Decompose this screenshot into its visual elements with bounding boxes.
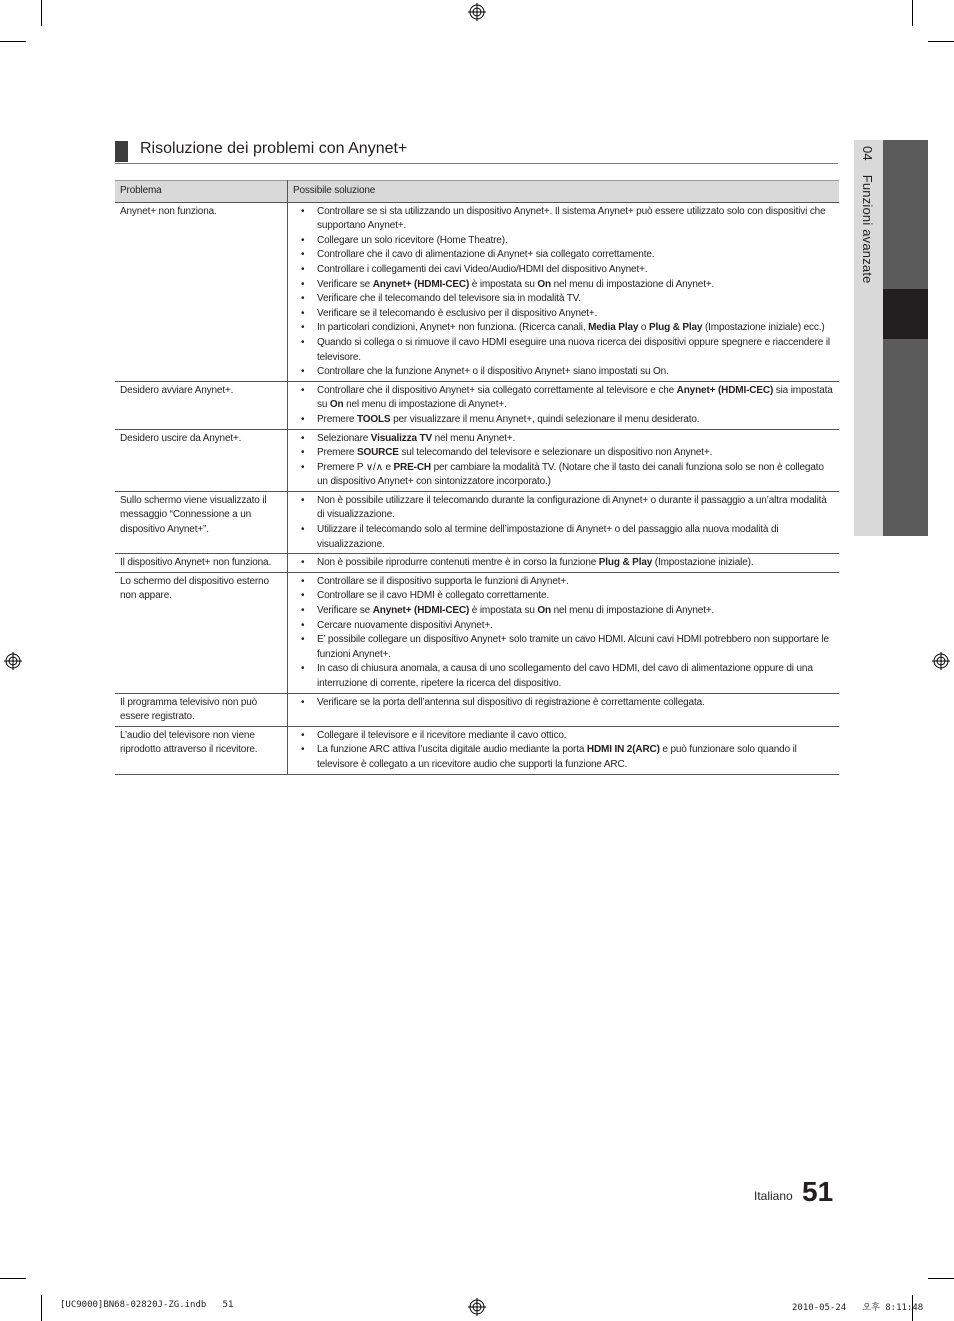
- bullet-icon: •: [301, 432, 305, 444]
- registration-mark-icon: [468, 1298, 486, 1316]
- problem-cell: Anynet+ non funziona.: [115, 202, 288, 381]
- bullet-icon: •: [301, 278, 305, 290]
- bullet-icon: •: [301, 590, 305, 602]
- emphasized-term: Media Play: [588, 322, 639, 334]
- emphasized-term: Anynet+ (HDMI-CEC): [676, 384, 774, 396]
- solution-cell: [288, 381, 840, 429]
- crop-mark: [0, 1278, 26, 1279]
- troubleshooting-table: [115, 180, 839, 775]
- bullet-icon: •: [301, 413, 305, 425]
- list-item: [293, 321, 834, 336]
- list-item: [293, 292, 834, 307]
- list-item: [293, 696, 834, 711]
- problem-cell: Lo schermo del dispositivo esterno non appare.: [115, 572, 288, 693]
- bullet-icon: •: [301, 293, 305, 305]
- crop-mark: [41, 0, 42, 26]
- bullet-icon: •: [301, 461, 305, 473]
- table-row: [115, 491, 839, 553]
- crop-mark: [41, 1295, 42, 1321]
- solution-list: [293, 432, 834, 490]
- table-row: [115, 202, 839, 381]
- bullet-icon: •: [301, 605, 305, 617]
- print-timestamp: 2010-05-24 오후 8:11:48: [792, 1303, 924, 1313]
- chapter-title: Funzioni avanzate: [860, 174, 875, 284]
- chapter-number: 04: [860, 146, 875, 161]
- crop-mark: [928, 41, 954, 42]
- text-run: In caso di chiusura anomala, a causa di uno scollegamento del cavo HDMI, del cavo di alimentazione oppure di una interruzione di corrente, ripetere la ricerca del dispositivo.: [317, 663, 813, 689]
- text-run: Controllare se il cavo HDMI è collegato correttamente.: [317, 590, 550, 602]
- crop-mark: [928, 1278, 954, 1279]
- table-row: [115, 693, 839, 726]
- section-heading: [115, 139, 838, 164]
- solution-list: [293, 729, 834, 773]
- text-run: Controllare che la funzione Anynet+ o il dispositivo Anynet+ siano impostati su On.: [317, 366, 669, 378]
- list-item: [293, 556, 834, 571]
- solution-list: [293, 575, 834, 692]
- table-row: [115, 572, 839, 693]
- solution-list: [293, 205, 834, 380]
- bullet-icon: •: [301, 336, 305, 348]
- solution-cell: [288, 202, 840, 381]
- list-item: [293, 575, 834, 590]
- crop-mark: [0, 41, 26, 42]
- text-run: E’ possibile collegare un dispositivo Anynet+ solo tramite un cavo HDMI. Alcuni cavi HDMI potrebbero non supportare le funzioni Anynet+.: [317, 634, 829, 660]
- list-item: [293, 494, 834, 523]
- list-item: [293, 619, 834, 634]
- bullet-icon: •: [301, 729, 305, 741]
- header-problem: Problema: [115, 181, 288, 203]
- emphasized-term: On: [537, 278, 551, 290]
- bullet-icon: •: [301, 663, 305, 675]
- table-row: [115, 381, 839, 429]
- header-solution: Possibile soluzione: [288, 181, 840, 203]
- registration-mark-icon: [932, 652, 950, 670]
- solution-cell: [288, 572, 840, 693]
- bullet-icon: •: [301, 263, 305, 275]
- page-language: Italiano: [754, 1189, 793, 1203]
- list-item: [293, 278, 834, 293]
- emphasized-term: PRE-CH: [393, 461, 431, 473]
- list-item: [293, 365, 834, 380]
- solution-list: [293, 384, 834, 428]
- text-run: Verificare se la porta dell’antenna sul dispositivo di registrazione è correttamente collegata.: [317, 696, 705, 708]
- text-run: Selezionare: [317, 432, 371, 444]
- list-item: [293, 604, 834, 619]
- table-row: [115, 429, 839, 491]
- bullet-icon: •: [301, 634, 305, 646]
- bullet-icon: •: [301, 322, 305, 334]
- text-run: Controllare i collegamenti dei cavi Video/Audio/HDMI del dispositivo Anynet+.: [317, 263, 648, 275]
- emphasized-term: Anynet+ (HDMI-CEC): [372, 278, 470, 290]
- solution-list: [293, 556, 834, 571]
- text-run: nel menu di impostazione di Anynet+.: [550, 605, 715, 617]
- text-run: In particolari condizioni, Anynet+ non funziona. (Ricerca canali,: [317, 322, 589, 334]
- table-row: [115, 726, 839, 774]
- solution-cell: [288, 429, 840, 491]
- bullet-icon: •: [301, 205, 305, 217]
- list-item: [293, 729, 834, 744]
- solution-cell: [288, 726, 840, 774]
- problem-cell: Desidero uscire da Anynet+.: [115, 429, 288, 491]
- bullet-icon: •: [301, 366, 305, 378]
- bullet-icon: •: [301, 307, 305, 319]
- text-run: o: [638, 322, 649, 334]
- solution-list: [293, 494, 834, 552]
- text-run: sia impostata su: [317, 384, 833, 411]
- bullet-icon: •: [301, 524, 305, 536]
- text-run: Controllare che il dispositivo Anynet+ sia collegato correttamente al televisore e che: [317, 384, 677, 396]
- text-run: e può funzionare solo quando il televisore è collegato a un ricevitore audio che supporti la funzione ARC.: [317, 744, 797, 770]
- text-run: Premere: [317, 447, 357, 459]
- emphasized-term: SOURCE: [356, 447, 399, 459]
- crop-mark: [912, 0, 913, 26]
- section-title: Risoluzione dei problemi con Anynet+: [140, 140, 408, 157]
- problem-cell: Sullo schermo viene visualizzato il messaggio “Connessione a un dispositivo Anynet+”.: [115, 491, 288, 553]
- table-body: [115, 202, 839, 774]
- list-item: [293, 461, 834, 490]
- list-item: [293, 589, 834, 604]
- problem-cell: L’audio del televisore non viene riprodotto attraverso il ricevitore.: [115, 726, 288, 774]
- text-run: Utilizzare il telecomando solo al termine dell’impostazione di Anynet+ o del passaggio alla nuova modalità di visualizzazione.: [317, 524, 779, 550]
- table-row: [115, 554, 839, 573]
- emphasized-term: HDMI IN 2(ARC): [586, 744, 660, 756]
- print-file-info: [UC9000]BN68-02820J-ZG.indb 51: [60, 1300, 234, 1310]
- registration-mark-icon: [4, 652, 22, 670]
- text-run: Controllare se il dispositivo supporta le funzioni di Anynet+.: [317, 575, 569, 587]
- registration-mark-icon: [468, 3, 486, 21]
- bullet-icon: •: [301, 447, 305, 459]
- problem-cell: Desidero avviare Anynet+.: [115, 381, 288, 429]
- list-item: [293, 523, 834, 552]
- text-run: (Impostazione iniziale).: [652, 557, 754, 569]
- text-run: per visualizzare il menu Anynet+, quindi selezionare il menu desiderato.: [390, 413, 700, 425]
- emphasized-term: Visualizza TV: [370, 432, 433, 444]
- bullet-icon: •: [301, 696, 305, 708]
- bullet-icon: •: [301, 744, 305, 756]
- text-run: è impostata su: [469, 278, 538, 290]
- text-run: Collegare il televisore e il ricevitore mediante il cavo ottico.: [317, 729, 567, 741]
- problem-cell: Il dispositivo Anynet+ non funziona.: [115, 554, 288, 573]
- list-item: [293, 413, 834, 428]
- list-item: [293, 633, 834, 662]
- emphasized-term: On: [537, 605, 551, 617]
- list-item: [293, 432, 834, 447]
- list-item: [293, 248, 834, 263]
- bullet-icon: •: [301, 249, 305, 261]
- table-header-row: [115, 181, 839, 203]
- list-item: [293, 336, 834, 365]
- list-item: [293, 307, 834, 322]
- list-item: [293, 263, 834, 278]
- text-run: per cambiare la modalità TV. (Notare che il tasto dei canali funziona solo se non è collegato un dispositivo Anynet+ con sintonizzatore incorporato.): [317, 461, 824, 488]
- text-run: Non è possibile utilizzare il telecomando durante la configurazione di Anynet+ o durante il passaggio a un’altra modalità di visualizzazione.: [317, 494, 827, 521]
- emphasized-term: Plug & Play: [648, 322, 703, 334]
- bullet-icon: •: [301, 494, 305, 506]
- list-item: [293, 384, 834, 413]
- emphasized-term: Plug & Play: [598, 557, 653, 569]
- chapter-tab-block: [883, 339, 928, 536]
- list-item: [293, 743, 834, 772]
- bullet-icon: •: [301, 619, 305, 631]
- list-item: [293, 446, 834, 461]
- bullet-icon: •: [301, 575, 305, 587]
- bullet-icon: •: [301, 384, 305, 396]
- text-run: Quando si collega o si rimuove il cavo HDMI eseguire una nuova ricerca dei dispositivi oppure spegnere e riaccendere il televisore.: [317, 336, 830, 363]
- text-run: nel menu Anynet+.: [432, 432, 516, 444]
- text-run: Premere: [317, 413, 357, 425]
- solution-cell: [288, 693, 840, 726]
- emphasized-term: Anynet+ (HDMI-CEC): [372, 605, 470, 617]
- text-run: La funzione ARC attiva l’uscita digitale audio mediante la porta: [317, 744, 587, 756]
- chapter-tab-block: [883, 140, 928, 289]
- text-run: Premere P ∨/∧ e: [317, 461, 394, 473]
- text-run: Collegare un solo ricevitore (Home Theatre).: [317, 234, 508, 246]
- list-item: [293, 234, 834, 249]
- text-run: Verificare che il telecomando del televisore sia in modalità TV.: [317, 293, 581, 305]
- solution-cell: [288, 554, 840, 573]
- text-run: Non è possibile riprodurre contenuti mentre è in corso la funzione: [317, 557, 599, 569]
- text-run: (Impostazione iniziale) ecc.): [702, 322, 825, 334]
- text-run: nel menu di impostazione di Anynet+.: [343, 399, 507, 411]
- solution-cell: [288, 491, 840, 553]
- text-run: Cercare nuovamente dispositivi Anynet+.: [317, 619, 493, 631]
- text-run: Verificare se il telecomando è esclusivo per il dispositivo Anynet+.: [317, 307, 598, 319]
- bullet-icon: •: [301, 234, 305, 246]
- text-run: Controllare se si sta utilizzando un dispositivo Anynet+. Il sistema Anynet+ può essere utilizzato solo con dispositivi che supportano Anynet+.: [317, 205, 826, 232]
- text-run: Verificare se: [317, 278, 373, 290]
- chapter-tab-active-block: [883, 289, 928, 339]
- list-item: [293, 662, 834, 691]
- emphasized-term: On: [329, 399, 344, 411]
- text-run: è impostata su: [469, 605, 538, 617]
- list-item: [293, 205, 834, 234]
- heading-marker: [115, 141, 128, 162]
- problem-cell: Il programma televisivo non può essere registrato.: [115, 693, 288, 726]
- text-run: nel menu di impostazione di Anynet+.: [550, 278, 715, 290]
- text-run: sul telecomando del televisore e selezionare un dispositivo non Anynet+.: [398, 447, 713, 459]
- page-number: 51: [802, 1176, 834, 1207]
- text-run: Controllare che il cavo di alimentazione di Anynet+ sia collegato correttamente.: [317, 249, 655, 261]
- text-run: Verificare se: [317, 605, 373, 617]
- bullet-icon: •: [301, 557, 305, 569]
- chapter-label: [860, 146, 875, 284]
- emphasized-term: TOOLS: [356, 413, 391, 425]
- solution-list: [293, 696, 834, 711]
